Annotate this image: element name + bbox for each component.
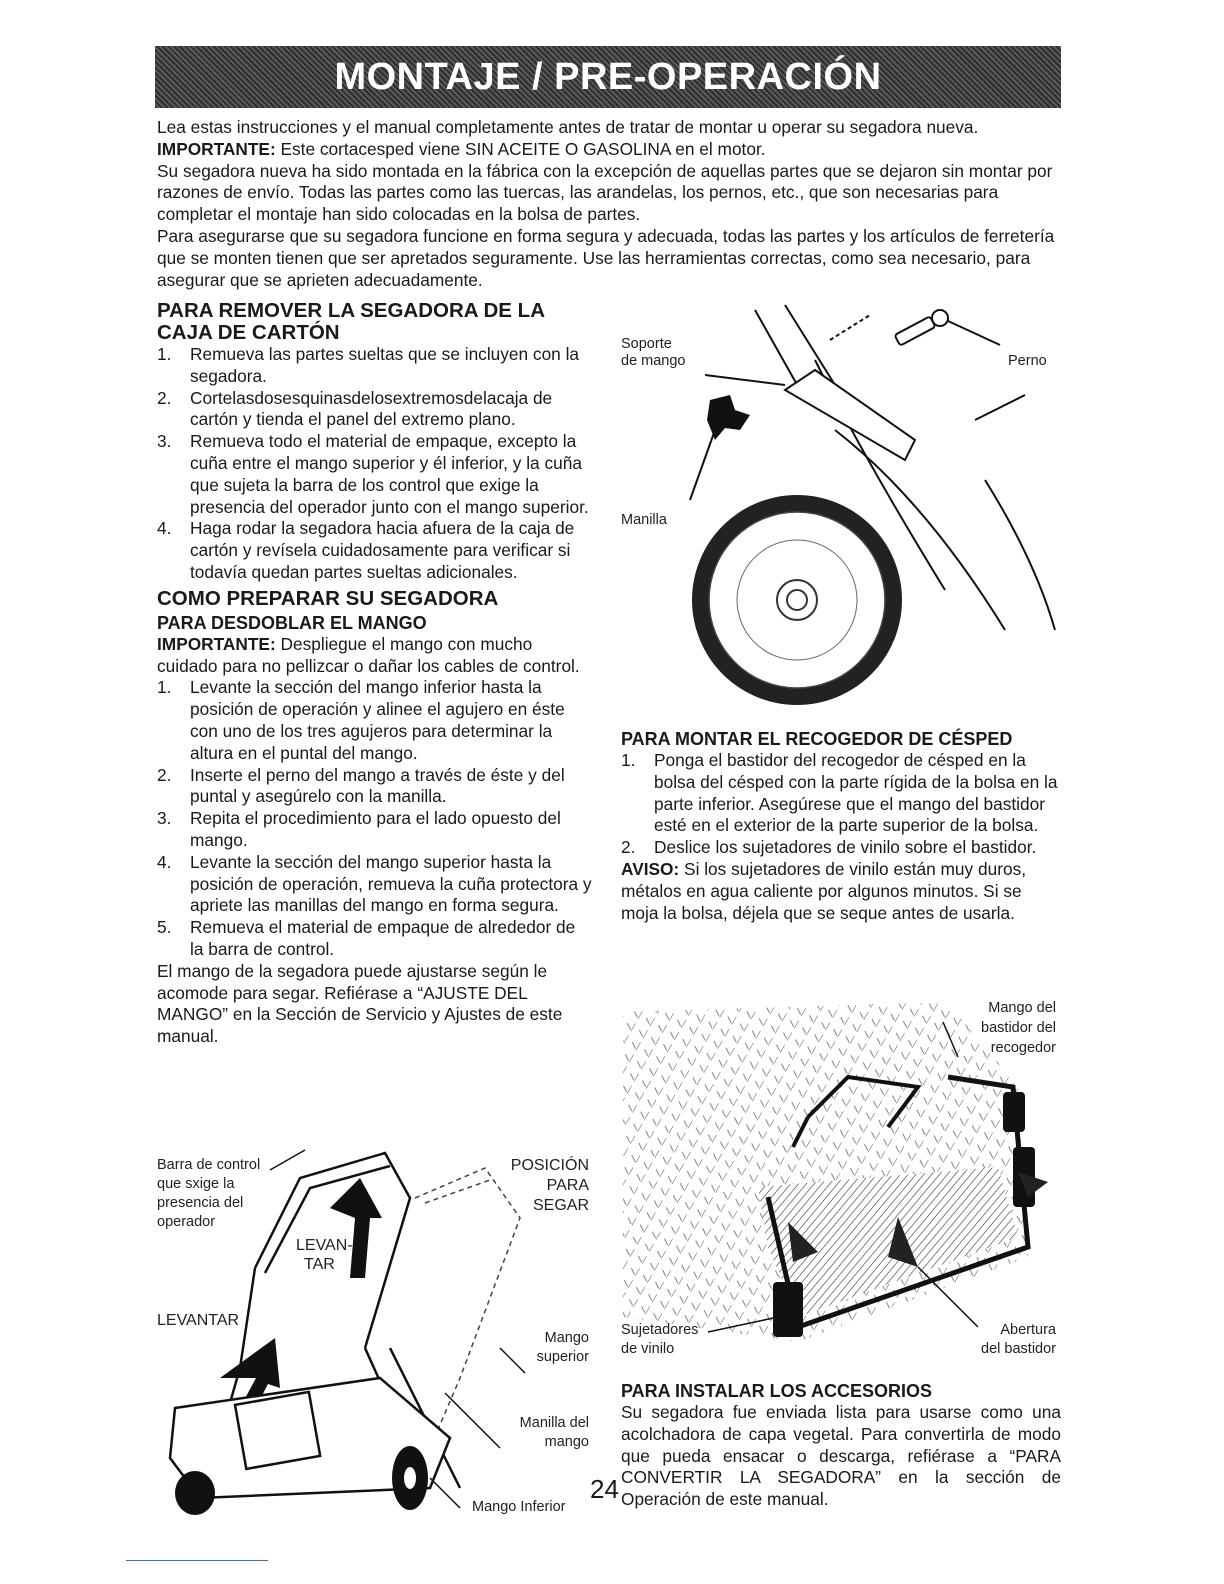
- step-number: 3.: [157, 808, 172, 829]
- accessories-section: [621, 1381, 1061, 1511]
- handle-line: [755, 310, 800, 390]
- wheel-icon: [175, 1471, 215, 1515]
- step-number: 1.: [157, 344, 172, 364]
- catcher-heading: PARA MONTAR EL RECOGEDOR DE CÉSPED: [621, 729, 1013, 749]
- list-item: [157, 917, 592, 961]
- label-segar: SEGAR: [532, 1197, 589, 1214]
- important-label: IMPORTANTE:: [157, 633, 276, 654]
- bolt-icon: [895, 310, 948, 346]
- list-item: [157, 388, 592, 432]
- catcher-steps: [621, 750, 1061, 859]
- label-soporte: Soporte: [621, 336, 672, 352]
- list-item: [621, 837, 1061, 859]
- label-manilla: Manilla: [621, 512, 667, 528]
- step-text: Remueva el material de empaque de alrededor de la barra de control.: [190, 917, 576, 959]
- prepare-important: [157, 634, 592, 678]
- label-levantar: LEVANTAR: [157, 1312, 240, 1329]
- step-number: 2.: [157, 387, 172, 408]
- notice-label: AVISO:: [621, 858, 680, 879]
- label-operador: operador: [157, 1214, 216, 1230]
- step-number: 1.: [157, 677, 172, 698]
- remove-steps: [157, 344, 592, 584]
- list-item: [157, 808, 592, 852]
- engine: [235, 1392, 320, 1469]
- intro-section: [157, 117, 1062, 291]
- important-text: Este cortacesped viene SIN ACEITE O GASOLINA en el motor.: [275, 138, 766, 159]
- label-perno: Perno: [1008, 353, 1047, 369]
- accessories-text: Su segadora fue enviada lista para usarse como una acolchadora de capa vegetal. Para convertirla de modo que pueda ensacar o descarga, refiérase a “PARA CONVERTIR LA SEGADORA” en la sección de Operación de este manual.: [621, 1402, 1061, 1510]
- left-column: [157, 300, 592, 1048]
- step-number: 5.: [157, 917, 172, 938]
- label-tar: TAR: [304, 1256, 335, 1273]
- step-text: Remueva todo el material de empaque, excepto la cuña entre el mango superior y él inferior, y la cuña que sujeta la barra de los control que exige la presencia del operador junto con el mango superior.: [190, 431, 589, 517]
- remove-heading: PARA REMOVER LA SEGADORA DE LA CAJA DE CARTÓN: [157, 299, 545, 344]
- step-number: 1.: [621, 750, 636, 770]
- mower-body-line: [985, 480, 1055, 630]
- list-item: [157, 677, 592, 764]
- intro-paragraph: Su segadora nueva ha sido montada en la fábrica con la excepción de aquellas partes que se dejaron sin montar por razones de envío. Todas las partes como las tuercas, las arandelas, los pernos, etc., que son necesarias para completar el montaje han sido colocadas en la bolsa de partes.: [157, 160, 1053, 225]
- barra-leader: [270, 1150, 305, 1170]
- label-manilla-del: Manilla del: [519, 1415, 589, 1431]
- knob-icon: [707, 395, 750, 440]
- footer-divider: [126, 1560, 268, 1561]
- step-text: Ponga el bastidor del recogedor de césped en la bolsa del césped con la parte rígida de la bolsa en la parte inferior. Asegúrese que el mango del bastidor esté en el exterior de la parte superior de la bolsa.: [654, 750, 1058, 836]
- bolt-guide-line: [830, 315, 870, 340]
- soporte-leader: [705, 375, 785, 385]
- step-text: Deslice los sujetadores de vinilo sobre el bastidor.: [654, 837, 1037, 858]
- prepare-subheading: PARA DESDOBLAR EL MANGO: [157, 612, 427, 633]
- label-mango: Mango: [544, 1330, 589, 1346]
- label-del-bastidor: del bastidor: [981, 1341, 1056, 1357]
- wheel-icon: [692, 495, 902, 705]
- step-text: Haga rodar la segadora hacia afuera de la caja de cartón y revísela cuidadosamente para verificar si todavía quedan partes sueltas adicionales.: [190, 518, 575, 582]
- list-item: [157, 431, 592, 518]
- list-item: [157, 852, 592, 917]
- intro-important: [157, 139, 1062, 161]
- step-number: 2.: [157, 764, 172, 785]
- list-item: [157, 344, 592, 388]
- label-mango-2: mango: [544, 1434, 589, 1450]
- accessories-heading: PARA INSTALAR LOS ACCESORIOS: [621, 1381, 933, 1401]
- label-posicion: POSICIÓN: [510, 1157, 589, 1174]
- step-text: Remueva las partes sueltas que se incluyen con la segadora.: [190, 344, 580, 386]
- mower-deck: [170, 1378, 450, 1515]
- label-recogedor: recogedor: [990, 1040, 1056, 1056]
- label-de-mango: de mango: [621, 353, 686, 369]
- important-label: IMPORTANTE:: [157, 138, 276, 159]
- list-item: [621, 750, 1061, 837]
- step-number: 2.: [621, 837, 636, 858]
- page-number: 24: [590, 1474, 619, 1504]
- catcher-notice: [621, 859, 1061, 924]
- important-text: Despliegue el mango con mucho cuidado para no pellizcar o dañar los cables de control.: [157, 633, 580, 676]
- catcher-section: [621, 729, 1061, 924]
- step-text: Cortelasdosesquinasdelosextremosdelacaja de cartón y tienda el panel del extremo plano.: [190, 387, 553, 430]
- list-item: [157, 518, 592, 583]
- prepare-closing: El mango de la segadora puede ajustarse según le acomode para segar. Refiérase a “AJUSTE DEL MANGO” en la Sección de Servicio y Ajustes de este manual.: [157, 960, 563, 1047]
- prepare-steps: [157, 677, 592, 960]
- label-superior: superior: [536, 1349, 589, 1365]
- label-sujetadores: Sujetadores: [621, 1322, 699, 1338]
- step-text: Levante la sección del mango superior hasta la posición de operación, remueva la cuña protectora y apriete las manillas del mango en forma segura.: [190, 851, 592, 916]
- step-number: 4.: [157, 518, 172, 539]
- step-number: 4.: [157, 851, 172, 872]
- handle-bracket: [785, 370, 915, 460]
- section-banner: [155, 46, 1061, 108]
- label-presencia: presencia del: [157, 1195, 244, 1211]
- notice-text: Si los sujetadores de vinilo están muy duros, métalos en agua caliente por algunos minutos. Si se moja la bolsa, déjela que se seque antes de usarla.: [621, 858, 1027, 923]
- intro-line: Lea estas instrucciones y el manual completamente antes de tratar de montar u operar su segadora nueva.: [157, 117, 979, 137]
- step-text: Repita el procedimiento para el lado opuesto del mango.: [190, 808, 561, 850]
- manilla-leader: [690, 430, 715, 500]
- step-text: Inserte el perno del mango a través de éste y del puntal y asegúrelo con la manilla.: [190, 764, 565, 807]
- label-levan: LEVAN-: [296, 1237, 353, 1254]
- label-barra-control: Barra de control: [157, 1157, 261, 1173]
- bolt-guide-line: [975, 395, 1025, 420]
- label-abertura: Abertura: [1000, 1322, 1056, 1338]
- label-que-sxige: que sxige la: [157, 1176, 235, 1192]
- step-number: 3.: [157, 431, 172, 452]
- mango-inferior-leader: [430, 1478, 460, 1508]
- prepare-heading: COMO PREPARAR SU SEGADORA: [157, 586, 499, 610]
- intro-paragraph: Para asegurarse que su segadora funcione en forma segura y adecuada, todas las partes y los artículos de ferretería que se monten tienen que ser apretados seguramente. Use las herramientas correctas, como sea necesario, para asegurar que se aprieten adecuadamente.: [157, 225, 1055, 290]
- label-mango-del: Mango del: [988, 1000, 1056, 1016]
- list-item: [157, 765, 592, 809]
- step-text: Levante la sección del mango inferior hasta la posición de operación y alinee el agujero en éste con uno de los tres agujeros para determinar la altura en el puntal del mango.: [190, 677, 565, 763]
- label-de-vinilo: de vinilo: [621, 1341, 675, 1357]
- label-para: PARA: [546, 1177, 589, 1194]
- label-mango-inferior: Mango Inferior: [472, 1499, 566, 1515]
- page-title: MONTAJE / PRE-OPERACIÓN: [334, 55, 882, 98]
- label-bastidor-del: bastidor del: [981, 1020, 1056, 1036]
